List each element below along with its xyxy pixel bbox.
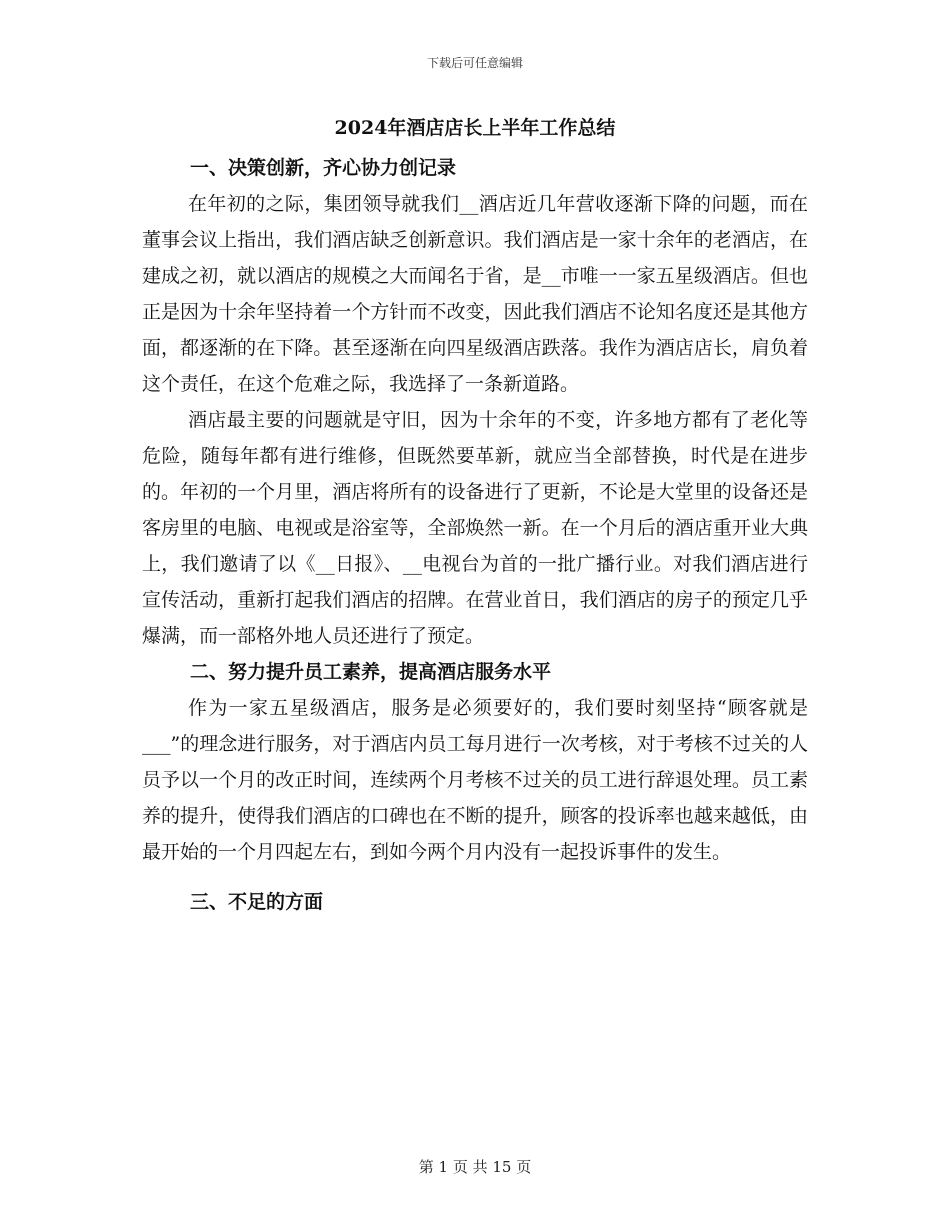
section-heading-2: 二、努力提升员工素养，提高酒店服务水平 [190,661,552,683]
paragraph: 在年初的之际，集团领导就我们__酒店近几年营收逐渐下降的问题，而在董事会议上指出，我们酒店缺乏创新意识。我们酒店是一家十余年的老酒店，在建成之初，就以酒店的规模之大而闻名于省，是__市唯一一家五星级酒店。但也正是因为十余年坚持着一个方针而不改变，因此我们酒店不论知名度还是其他方面，都逐渐的在下降。甚至逐渐在向四星级酒店跌落。我作为酒店店长，肩负着这个责任，在这个危难之际，我选择了一条新道路。 [142,193,808,395]
page-header: 下载后可任意编辑 [426,56,523,70]
spacer [142,870,808,884]
paragraph: 酒店最主要的问题就是守旧，因为十余年的不变，许多地方都有了老化等危险，随每年都有进行维修，但既然要革新，就应当全部替换，时代是在进步的。年初的一个月里，酒店将所有的设备进行了更新，不论是大堂里的设备还是客房里的电脑、电视或是浴室等，全部焕然一新。在一个月后的酒店重开业大典上，我们邀请了以《__日报》、__电视台为首的一批广播行业。对我们酒店进行宣传活动，重新打起我们酒店的招牌。在营业首日，我们酒店的房子的预定几乎爆满，而一部格外地人员还进行了预定。 [142,409,808,647]
document-title: 2024年酒店店长上半年工作总结 [334,117,616,139]
document-body [142,112,808,920]
paragraph: 作为一家五星级酒店，服务是必须要好的，我们要时刻坚持“顾客就是___”的理念进行服务，对于酒店内员工每月进行一次考核，对于考核不过关的人员予以一个月的改正时间，连续两个月考核不过关的员工进行辞退处理。员工素养的提升，使得我们酒店的口碑也在不断的提升，顾客的投诉率也越来越低，由最开始的一个月四起左右，到如今两个月内没有一起投诉事件的发生。 [142,697,808,863]
page-footer: 第 1 页 共 15 页 [418,1158,532,1176]
section-heading-1: 一、决策创新，齐心协力创记录 [190,157,457,179]
section-heading-3: 三、不足的方面 [190,891,324,913]
